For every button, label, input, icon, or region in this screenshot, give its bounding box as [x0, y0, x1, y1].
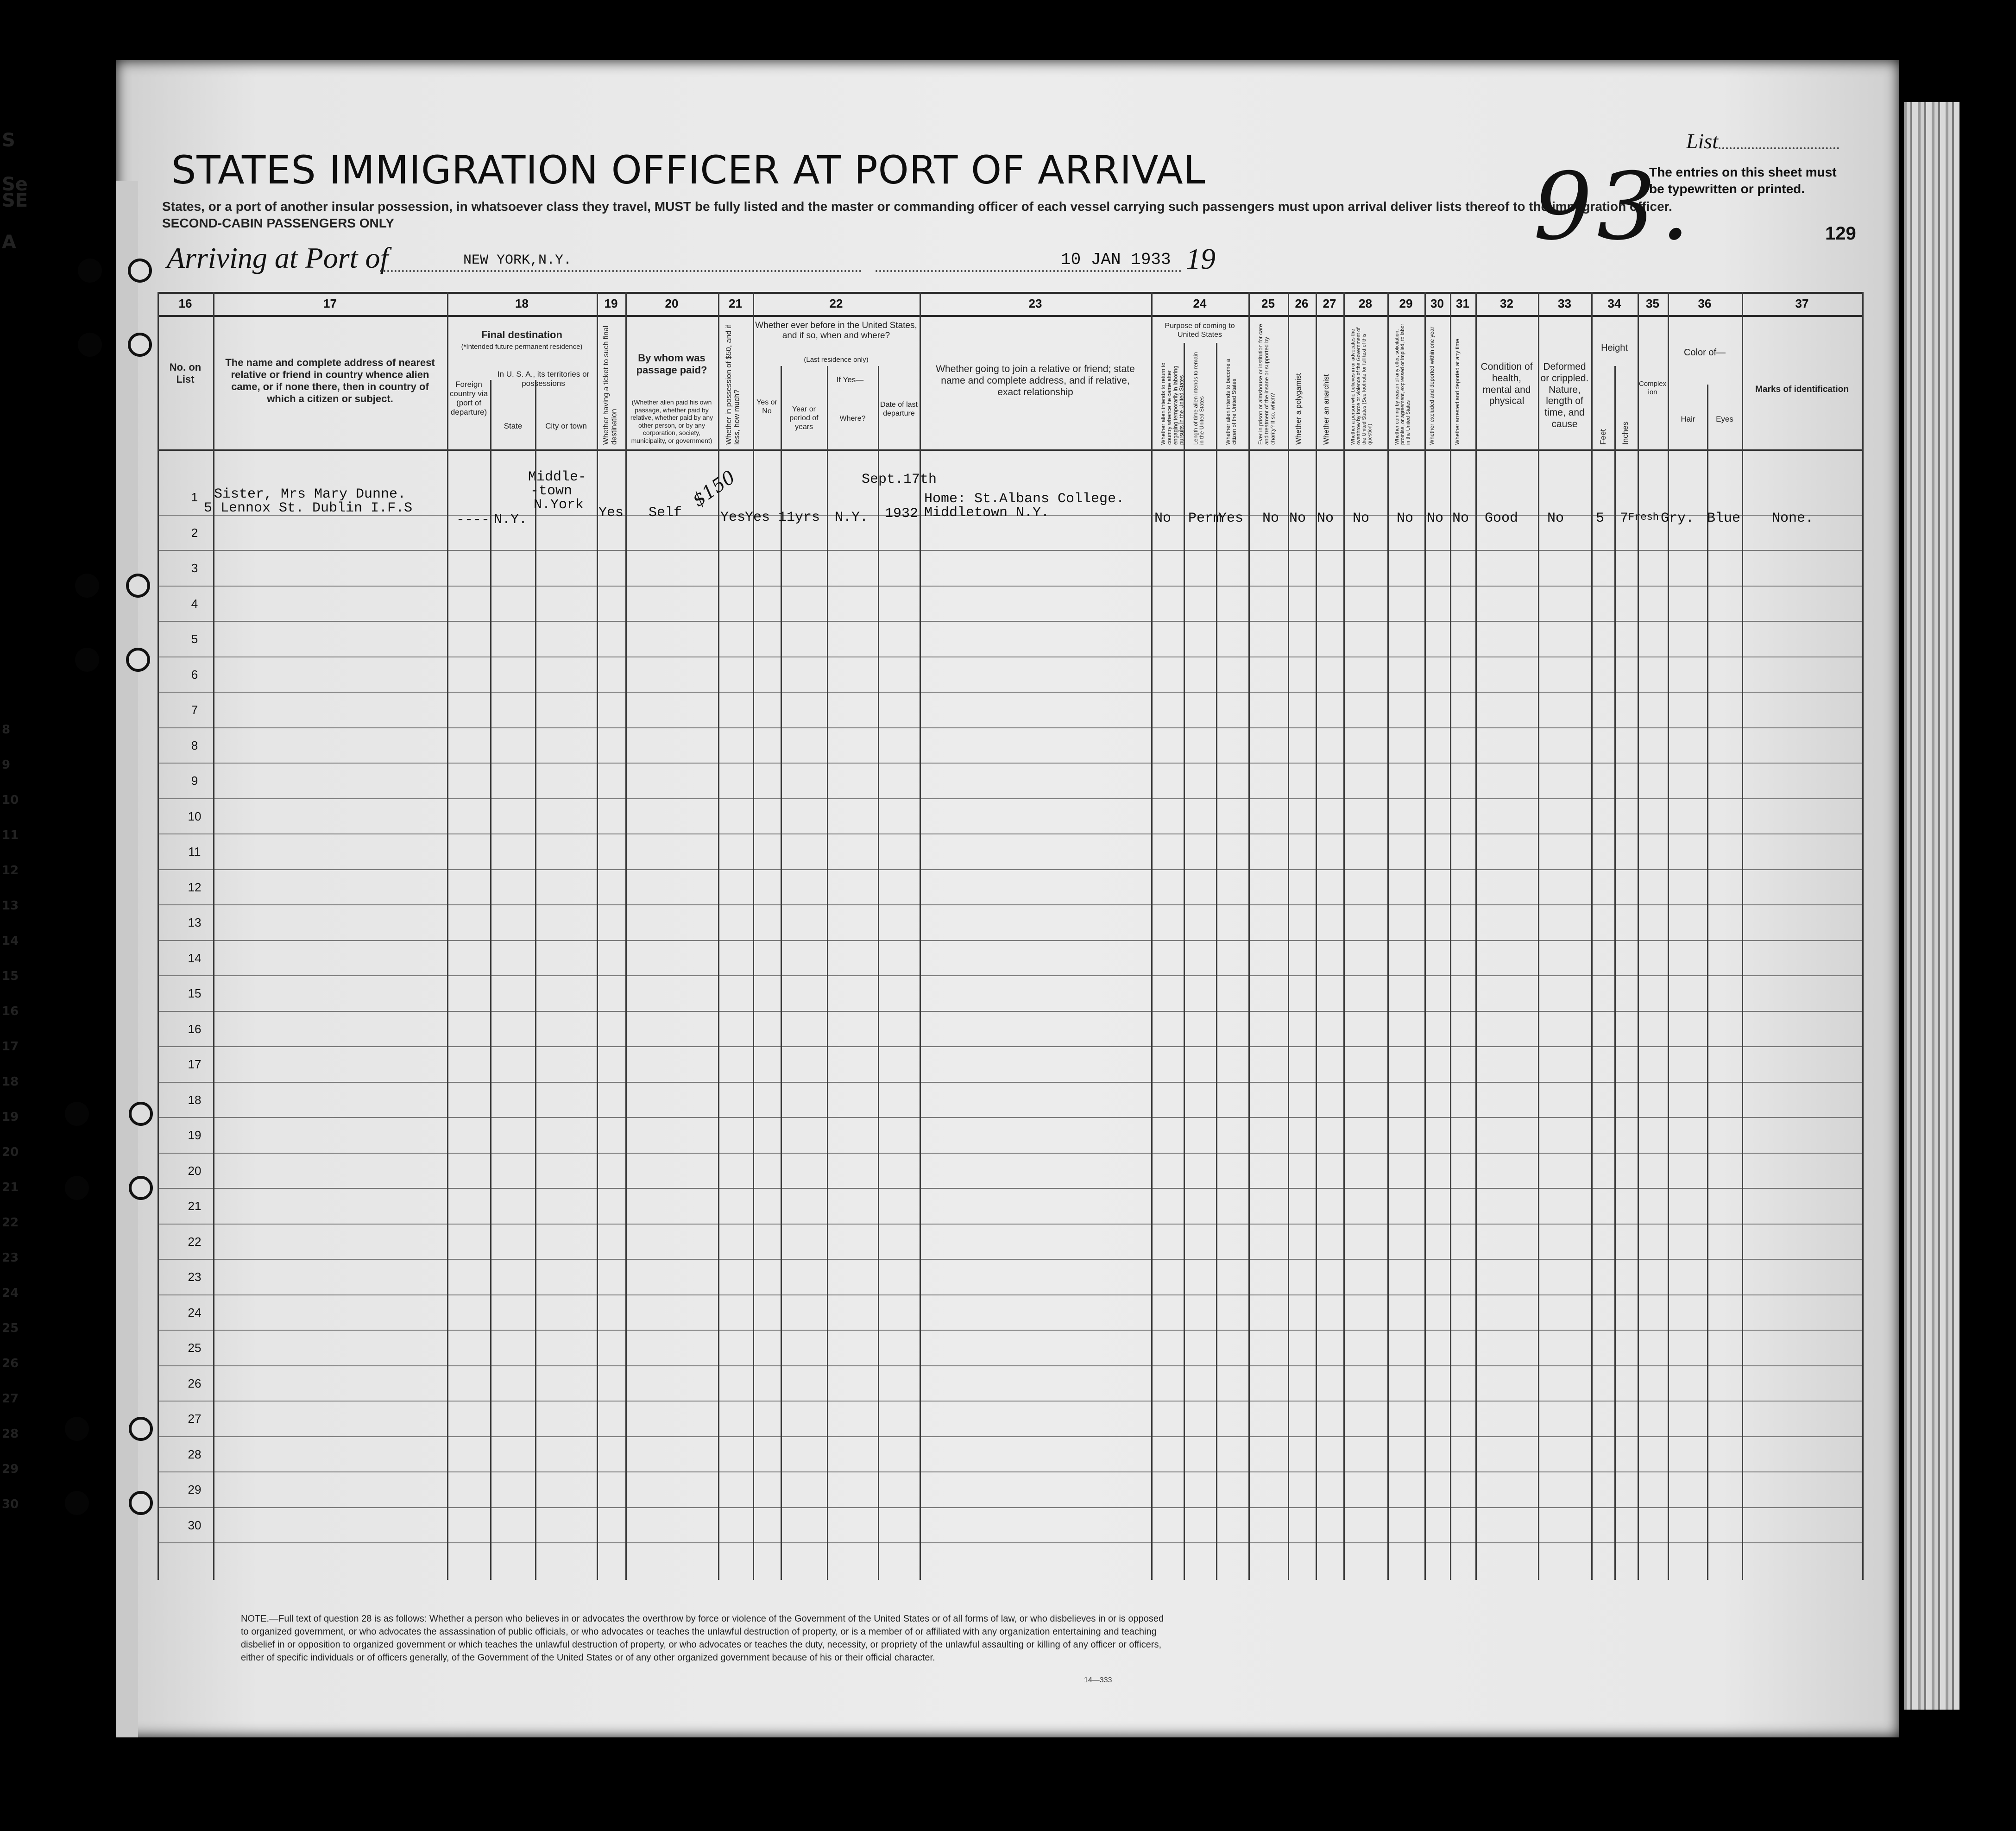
row-line — [158, 798, 1862, 799]
column-number: 22 — [829, 297, 843, 310]
column-line — [535, 380, 536, 1580]
form-number: 14—333 — [1084, 1676, 1112, 1684]
column-number: 32 — [1500, 297, 1513, 310]
row-number: 14 — [188, 951, 202, 965]
column-number: 36 — [1698, 297, 1712, 310]
facing-page-fragment: 12 — [2, 864, 19, 878]
row-number: 29 — [188, 1483, 202, 1496]
table-rule — [158, 315, 1862, 317]
instruction-text: States, or a port of another insular possession, in whatsoever class they travel, MUST be fully listed and the master or commanding officer of each vessel carrying such passengers must upon arrival deliver lists thereof to the immigration officer. — [162, 199, 1672, 214]
row-line — [158, 1365, 1862, 1366]
column-line — [625, 292, 627, 1580]
column-line — [490, 380, 491, 1580]
column-line — [1248, 292, 1250, 1580]
heading-health: Condition of health, mental and physical — [1480, 361, 1533, 407]
column-line — [1450, 292, 1451, 1580]
heading-where: Where? — [839, 415, 866, 423]
column-line — [1591, 292, 1593, 1580]
facing-page-fragment: 11 — [2, 828, 19, 842]
binder-hole — [65, 1102, 89, 1126]
heading-inches: Inches — [1621, 421, 1630, 445]
facing-page-fragment: Se — [2, 174, 28, 195]
heading-color-of: Color of— — [1683, 347, 1726, 358]
row-number: 10 — [188, 809, 202, 823]
heading-final-destination: Final destination — [481, 329, 562, 341]
row-number: 13 — [188, 916, 202, 929]
table-rule — [158, 449, 1862, 451]
column-line — [1862, 292, 1864, 1580]
column-line — [1343, 292, 1345, 1580]
column-line — [1668, 292, 1669, 1580]
ticket-value: Yes — [598, 505, 624, 521]
heading-complexion: Complexion — [1638, 380, 1667, 396]
binder-ring — [126, 574, 150, 598]
facing-page-fragment: 18 — [2, 1075, 19, 1089]
facing-page-fragment: S — [2, 130, 15, 151]
column-number: 33 — [1558, 297, 1571, 310]
row-number: 16 — [188, 1022, 202, 1036]
heading-q31: Whether arrested and deported at any time — [1454, 339, 1461, 445]
facing-page-fragment: 15 — [2, 969, 19, 983]
facing-page-fragment: 28 — [2, 1427, 19, 1441]
where-value: N.Y. — [835, 510, 869, 525]
facing-page-fragment: 21 — [2, 1181, 19, 1194]
heading-eyes: Eyes — [1716, 415, 1733, 423]
row-number: 9 — [191, 774, 198, 788]
column-number: 26 — [1295, 297, 1309, 310]
row-number: 20 — [188, 1163, 202, 1178]
arriving-label: Arriving at Port of — [167, 241, 389, 274]
column-line — [1151, 292, 1153, 1580]
column-line — [1614, 366, 1616, 1580]
column-line — [1707, 385, 1708, 1580]
column-number: 35 — [1646, 297, 1659, 310]
heading-in-usa: In U. S. A., its territories or possessions — [497, 370, 590, 388]
column-line — [1316, 292, 1317, 1580]
heading-city: City or town — [545, 422, 587, 430]
column-line — [878, 366, 879, 1580]
column-number: 16 — [178, 297, 192, 310]
heading-ever-before: Whether ever before in the United States, and if so, when and where? — [755, 321, 917, 341]
date-rule — [876, 270, 1181, 272]
row-line — [158, 1224, 1862, 1225]
column-line — [1216, 343, 1217, 1580]
column-line — [1742, 292, 1743, 1580]
city-value: Middle- — [528, 469, 587, 485]
column-number: 28 — [1359, 297, 1372, 310]
facing-page-fragment: 8 — [2, 723, 11, 737]
feet-value: 5 — [1596, 511, 1605, 526]
row-line — [158, 586, 1862, 587]
column-line — [1638, 292, 1639, 1580]
q29-value: No — [1397, 511, 1414, 526]
heading-purpose: Purpose of coming to United States — [1165, 322, 1235, 339]
column-number: 21 — [729, 297, 742, 310]
row-number: 21 — [188, 1199, 202, 1213]
row-line — [158, 1330, 1862, 1331]
row-number: 27 — [188, 1412, 202, 1426]
heading-marks: Marks of identification — [1755, 385, 1849, 394]
row-number: 12 — [188, 880, 202, 894]
row-line — [158, 1011, 1862, 1012]
row-line — [158, 1401, 1862, 1402]
column-number: 23 — [1028, 297, 1042, 310]
join-address: Home: St.Albans College. — [924, 491, 1125, 507]
facing-page-fragment: 29 — [2, 1462, 19, 1476]
marks-value: None. — [1772, 511, 1814, 526]
column-number: 20 — [665, 297, 679, 310]
deformed-value: No — [1547, 511, 1564, 526]
row-line — [158, 1259, 1862, 1260]
page-edge-stack — [1904, 102, 1959, 1710]
row-number: 30 — [188, 1518, 202, 1532]
column-number: 19 — [604, 297, 618, 310]
facing-page-fragment: 25 — [2, 1321, 19, 1335]
heading-purpose-citizen: Whether alien intends to become a citizen of the United States — [1225, 359, 1238, 445]
column-line — [158, 292, 159, 1580]
heading-relative: The name and complete address of nearest relative or friend in country whence alien came, or if none there, then in country of which a citizen or subject. — [225, 357, 435, 404]
binder-ring — [128, 333, 152, 357]
column-line — [1424, 292, 1426, 1580]
row-number: 18 — [188, 1092, 202, 1107]
heading-q26: Whether a polygamist — [1295, 373, 1303, 445]
heading-q28: Whether a person who believes in or advocates the overthrow by force or violence of the Government of the United States (See footnote for full text of this question) — [1350, 327, 1373, 445]
heading-purpose-length: Length of time alien intends to remain in the United States — [1192, 352, 1205, 445]
document-title: STATES IMMIGRATION OFFICER AT PORT OF ARRIVAL — [171, 147, 1206, 193]
q31-value: No — [1452, 511, 1469, 526]
column-line — [447, 292, 448, 1580]
paid-by-value: Self — [649, 505, 682, 521]
binder-hole — [75, 648, 99, 672]
q27-value: No — [1317, 511, 1334, 526]
column-line — [753, 292, 754, 1580]
column-number: 18 — [515, 297, 529, 310]
column-number: 25 — [1261, 297, 1275, 310]
money-handwritten: $150 — [688, 466, 739, 511]
entries-note: be typewritten or printed. — [1649, 182, 1805, 196]
heading-intended: (*Intended future permanent residence) — [461, 343, 583, 351]
column-number: 17 — [323, 297, 337, 310]
facing-page-fragment: 26 — [2, 1357, 19, 1370]
binder-ring — [129, 1491, 153, 1515]
column-number: 34 — [1607, 297, 1621, 310]
row-number: 2 — [191, 525, 198, 540]
row-line — [158, 1436, 1862, 1437]
binder-hole — [65, 1417, 89, 1441]
port-value: NEW YORK,N.Y. — [463, 253, 572, 268]
table-rule — [158, 292, 1862, 294]
port-rule — [380, 270, 862, 272]
heading-q30: Whether excluded and deported within one year — [1429, 327, 1435, 445]
foreign-country-value: ---- — [456, 512, 490, 528]
row-line — [158, 833, 1862, 834]
departure-year: 1932 — [885, 506, 919, 522]
q30-value: No — [1427, 511, 1444, 526]
column-line — [827, 366, 828, 1580]
facing-page-fragment: 13 — [2, 899, 19, 913]
row-number: 23 — [188, 1270, 202, 1284]
row-number: 28 — [188, 1447, 202, 1461]
column-number: 29 — [1399, 297, 1413, 310]
possession-value: Yes — [720, 510, 746, 525]
binder-ring — [126, 648, 150, 672]
row-number: 6 — [191, 667, 198, 682]
departure-date: Sept.17th — [862, 472, 937, 487]
purpose-return-value: No — [1154, 511, 1172, 526]
year-label: 19 — [1186, 242, 1216, 275]
heading-q25: Ever in prison or almshouse or institution for care and treatment of the insane or supported by charity? If so, which? — [1257, 324, 1276, 445]
row-line — [158, 940, 1862, 941]
column-line — [597, 292, 598, 1580]
row-number: 22 — [188, 1234, 202, 1249]
heading-no-on-list: No. on List — [169, 361, 202, 385]
column-line — [1475, 292, 1477, 1580]
column-line — [1538, 292, 1539, 1580]
hair-value: Gry. — [1661, 511, 1695, 526]
row-line — [158, 763, 1862, 764]
heading-ticket: Whether having a ticket to such final destination — [602, 325, 618, 445]
years-value: 11yrs — [778, 510, 820, 525]
purpose-citizen-value: Yes — [1218, 511, 1244, 526]
heading-by-whom-note: (Whether alien paid his own passage, whether paid by relative, whether paid by any other person, or by any corporation, society, municipality, or government) — [630, 398, 713, 444]
row-line — [158, 1507, 1862, 1508]
column-line — [213, 292, 214, 1580]
binder-hole — [78, 333, 102, 357]
heading-purpose-return: Whether alien intends to return to country whence he came after engaging temporarily in laboring pursuits in the United States — [1160, 362, 1185, 445]
binder-ring — [129, 1417, 153, 1441]
binder-hole — [65, 1491, 89, 1515]
complexion-value: Fresh — [1628, 511, 1659, 523]
row-number: 19 — [188, 1128, 202, 1142]
heading-state: State — [504, 422, 523, 430]
row-line — [158, 1117, 1862, 1118]
row-number: 26 — [188, 1376, 202, 1390]
handwritten-list-number: 93. — [1533, 153, 1695, 261]
facing-page-fragment: 9 — [2, 758, 11, 772]
row-line — [158, 621, 1862, 622]
heading-deformed: Deformed or crippled. Nature, length of time, and cause — [1540, 361, 1589, 429]
binder-ring — [128, 259, 152, 283]
row-line — [158, 869, 1862, 870]
column-number: 27 — [1323, 297, 1336, 310]
facing-page-fragment: 19 — [2, 1110, 19, 1124]
inches-value: 7 — [1620, 511, 1629, 526]
row-line — [158, 1294, 1862, 1295]
heading-by-whom: By whom was passage paid? — [636, 352, 707, 376]
relative-address: 5 Lennox St. Dublin I.F.S — [204, 500, 413, 516]
row-number: 8 — [191, 738, 198, 752]
row-number: 25 — [188, 1341, 202, 1355]
heading-last-residence: (Last residence only) — [804, 356, 869, 364]
column-number: 31 — [1456, 297, 1469, 310]
been-before-value: Yes — [745, 510, 770, 525]
facing-page-fragment: 16 — [2, 1004, 19, 1018]
state-value: N.Y. — [494, 512, 528, 528]
list-label: List — [1686, 129, 1719, 153]
heading-if-yes: If Yes— — [836, 375, 864, 384]
row-number: 11 — [188, 845, 201, 859]
eyes-value: Blue — [1707, 511, 1741, 526]
facing-page-fragment: A — [2, 232, 16, 253]
facing-page-fragment: 30 — [2, 1497, 19, 1511]
binder-hole — [78, 259, 102, 283]
row-number: 4 — [191, 596, 198, 611]
row-line — [158, 1082, 1862, 1083]
heading-hair: Hair — [1681, 415, 1695, 423]
q25-value: No — [1262, 511, 1279, 526]
binder-hole — [75, 574, 99, 598]
facing-page-fragment: 17 — [2, 1040, 19, 1054]
city-value: N.York — [534, 497, 584, 513]
row-line — [158, 1542, 1862, 1543]
purpose-length-value: Perm — [1188, 511, 1222, 526]
city-value: -town — [530, 483, 573, 499]
q26-value: No — [1289, 511, 1306, 526]
heading-feet: Feet — [1599, 429, 1607, 445]
row-number: 5 — [191, 632, 198, 646]
facing-page-fragment: SE — [2, 190, 28, 211]
passenger-class: SECOND-CABIN PASSENGERS ONLY — [162, 216, 394, 230]
heading-height: Height — [1601, 343, 1628, 353]
facing-page-fragment: 14 — [2, 934, 19, 948]
footnote: NOTE.—Full text of question 28 is as follows: Whether a person who believes in or advocates the overthrow by force or violence of the Government of the United States or of all forms of law, or who disbelieves in or is opposed to organized government, or who advocates the assassination of public officials, or who advocates or teaches the unlawful destruction of property, or is a member of or affiliated with any organization entertaining and teaching disbelief in or opposition to organized government or which teaches the unlawful destruction of property, or who advocates or teaches the duty, necessity, or propriety of the unlawful assaulting or killing of any officer or officers, either of specific individuals or of officers generally, of the Government of the United States or of any other organized government because of his or their official character. — [241, 1614, 1164, 1663]
manifest-table — [158, 292, 1862, 1580]
column-number: 37 — [1795, 297, 1809, 310]
row-line — [158, 1046, 1862, 1047]
arrival-date-stamp: 10 JAN 1933 — [1061, 250, 1171, 269]
relative-name: Sister, Mrs Mary Dunne. — [214, 486, 406, 502]
row-line — [158, 1471, 1862, 1472]
heading-foreign-country: Foreign country via (port of departure) — [449, 380, 488, 417]
row-line — [158, 692, 1862, 693]
heading-q29: Whether coming by reason of any offer, solicitation, promise, or agreement, expressed or implied, to labor in the United States — [1394, 323, 1411, 445]
facing-page-fragment: 23 — [2, 1251, 19, 1265]
column-line — [1288, 292, 1289, 1580]
heading-q27: Whether an anarchist — [1323, 374, 1330, 445]
heading-date-departure: Date of last departure — [880, 401, 918, 417]
column-number: 30 — [1430, 297, 1444, 310]
heading-year-period: Year or period of years — [789, 405, 819, 431]
facing-page-fragment: 22 — [2, 1216, 19, 1230]
row-number: 24 — [188, 1305, 202, 1320]
facing-page-fragment: 24 — [2, 1286, 19, 1300]
column-number: 24 — [1193, 297, 1207, 310]
page-number: 129 — [1825, 223, 1856, 244]
health-value: Good — [1485, 511, 1518, 526]
heading-possession: Whether in possession of $50, and if less, how much? — [725, 325, 741, 445]
row-line — [158, 550, 1862, 551]
row-line — [158, 1188, 1862, 1189]
row-number: 1 — [191, 490, 198, 504]
facing-page-fragment: 10 — [2, 793, 19, 807]
column-line — [781, 366, 782, 1580]
row-line — [158, 1153, 1862, 1154]
binder-ring — [129, 1176, 153, 1200]
row-line — [158, 904, 1862, 905]
row-number: 7 — [191, 703, 198, 717]
row-number: 3 — [191, 561, 198, 575]
facing-page-fragment: 20 — [2, 1145, 19, 1159]
facing-page-fragment: 27 — [2, 1392, 19, 1406]
heading-yes-no: Yes or No — [756, 398, 777, 415]
list-rule — [1719, 147, 1839, 149]
binder-ring — [129, 1102, 153, 1126]
row-line — [158, 975, 1862, 976]
row-number: 15 — [188, 986, 202, 1000]
binder-hole — [65, 1176, 89, 1200]
join-address: Middletown N.Y. — [924, 505, 1050, 521]
heading-join-relative: Whether going to join a relative or friend; state name and complete address, and if relative, exact relationship — [936, 364, 1135, 398]
column-line — [1184, 343, 1185, 1580]
q28-value: No — [1353, 511, 1370, 526]
row-number: 17 — [188, 1057, 202, 1071]
row-line — [158, 727, 1862, 728]
column-line — [1387, 292, 1389, 1580]
entries-note: The entries on this sheet must — [1649, 165, 1837, 179]
